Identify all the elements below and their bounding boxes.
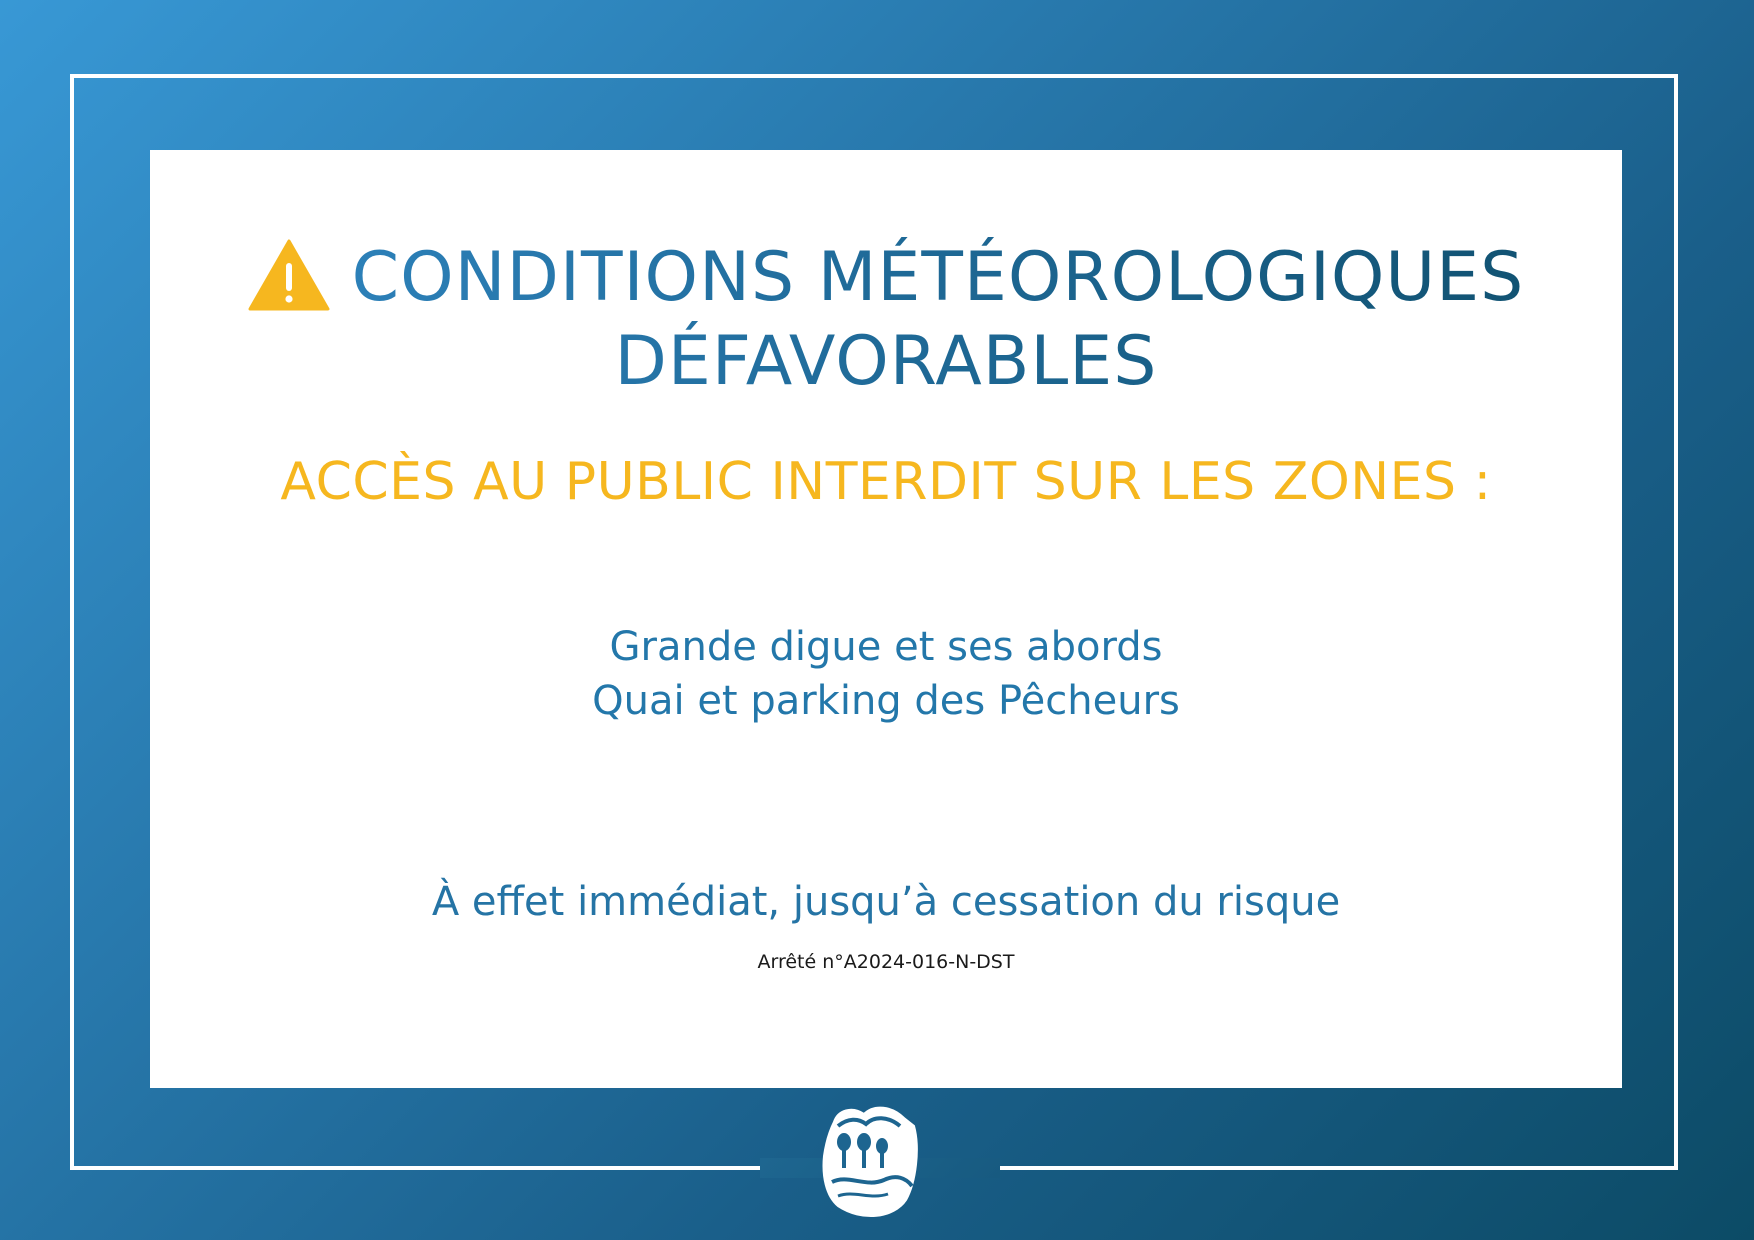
warning-triangle-icon [248, 239, 330, 311]
title-line-1: CONDITIONS MÉTÉOROLOGIQUES [351, 238, 1525, 317]
zones-list [150, 620, 1622, 728]
effect-statement: À effet immédiat, jusqu’à cessation du risque [431, 879, 1341, 925]
notice-subtitle: ACCÈS AU PUBLIC INTERDIT SUR LES ZONES : [280, 452, 1492, 512]
title-line-2: DÉFAVORABLES [614, 322, 1158, 401]
zone-item: Grande digue et ses abords [609, 624, 1163, 670]
zone-item: Quai et parking des Pêcheurs [592, 678, 1180, 724]
notice-title [150, 236, 1622, 404]
town-logo-icon [808, 1096, 928, 1222]
notice-panel [150, 150, 1622, 1088]
arrete-reference: Arrêté n°A2024-016-N-DST [757, 951, 1015, 973]
